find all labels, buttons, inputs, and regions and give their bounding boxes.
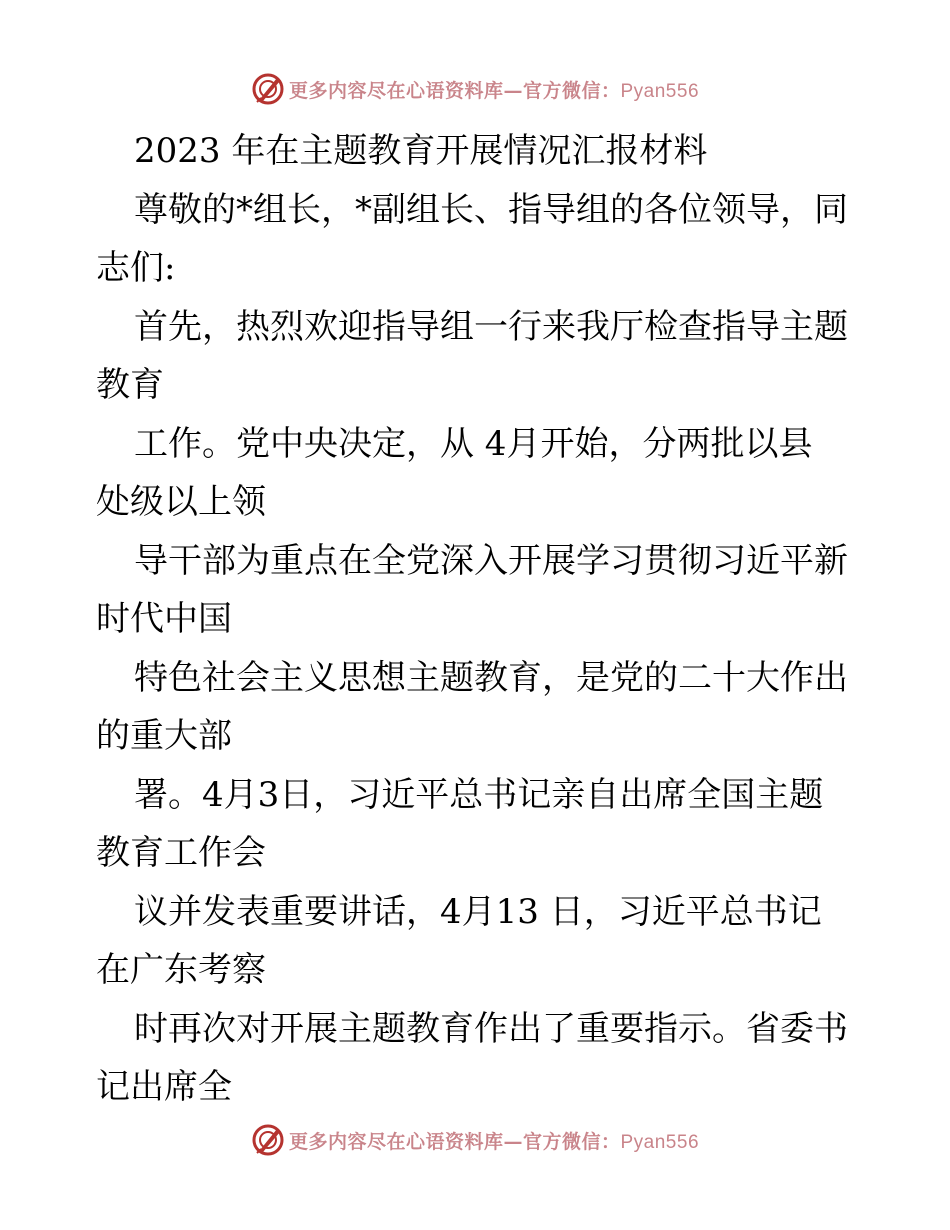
- header-watermark-banner: [0, 72, 950, 106]
- paragraph-line: 署。4月3日，习近平总书记亲自出席全国主题: [134, 774, 824, 815]
- quill-logo-icon: [251, 72, 285, 106]
- salutation-continuation: 志们:: [96, 248, 176, 288]
- paragraph-line: 的重大部: [96, 716, 232, 756]
- paragraph-line: 特色社会主义思想主题教育，是党的二十大作出: [134, 657, 848, 698]
- paragraph-line: 处级以上领: [96, 482, 266, 522]
- paragraph-line: 在广东考察: [96, 950, 266, 990]
- document-title: 2023 年在主题教育开展情况汇报材料: [134, 131, 708, 171]
- paragraph-line: 议并发表重要讲话，4月13 日，习近平总书记: [134, 891, 822, 932]
- paragraph-line: 教育: [96, 365, 164, 405]
- paragraph-line: 教育工作会: [96, 833, 266, 873]
- paragraph-line: 导干部为重点在全党深入开展学习贯彻习近平新: [134, 540, 848, 581]
- paragraph-line: 记出席全: [96, 1067, 232, 1107]
- footer-watermark-banner: [0, 1123, 950, 1157]
- paragraph-line: 工作。党中央决定，从 4月开始，分两批以县: [134, 423, 813, 464]
- footer-wechat-id: Pyan556: [620, 1131, 700, 1153]
- document-body: [96, 122, 866, 1117]
- header-banner-text: 更多内容尽在心语资料库—官方微信：Pyan556: [288, 79, 700, 102]
- quill-logo-icon: [251, 1123, 285, 1157]
- header-wechat-id: Pyan556: [620, 80, 700, 102]
- paragraph-line: 时再次对开展主题教育作出了重要指示。省委书: [134, 1008, 848, 1049]
- paragraph-line: 首先，热烈欢迎指导组一行来我厅检查指导主题: [134, 306, 848, 347]
- paragraph-line: 时代中国: [96, 599, 232, 639]
- salutation-line: 尊敬的*组长，*副组长、指导组的各位领导，同: [134, 189, 848, 230]
- footer-banner-text: 更多内容尽在心语资料库—官方微信：Pyan556: [288, 1130, 700, 1153]
